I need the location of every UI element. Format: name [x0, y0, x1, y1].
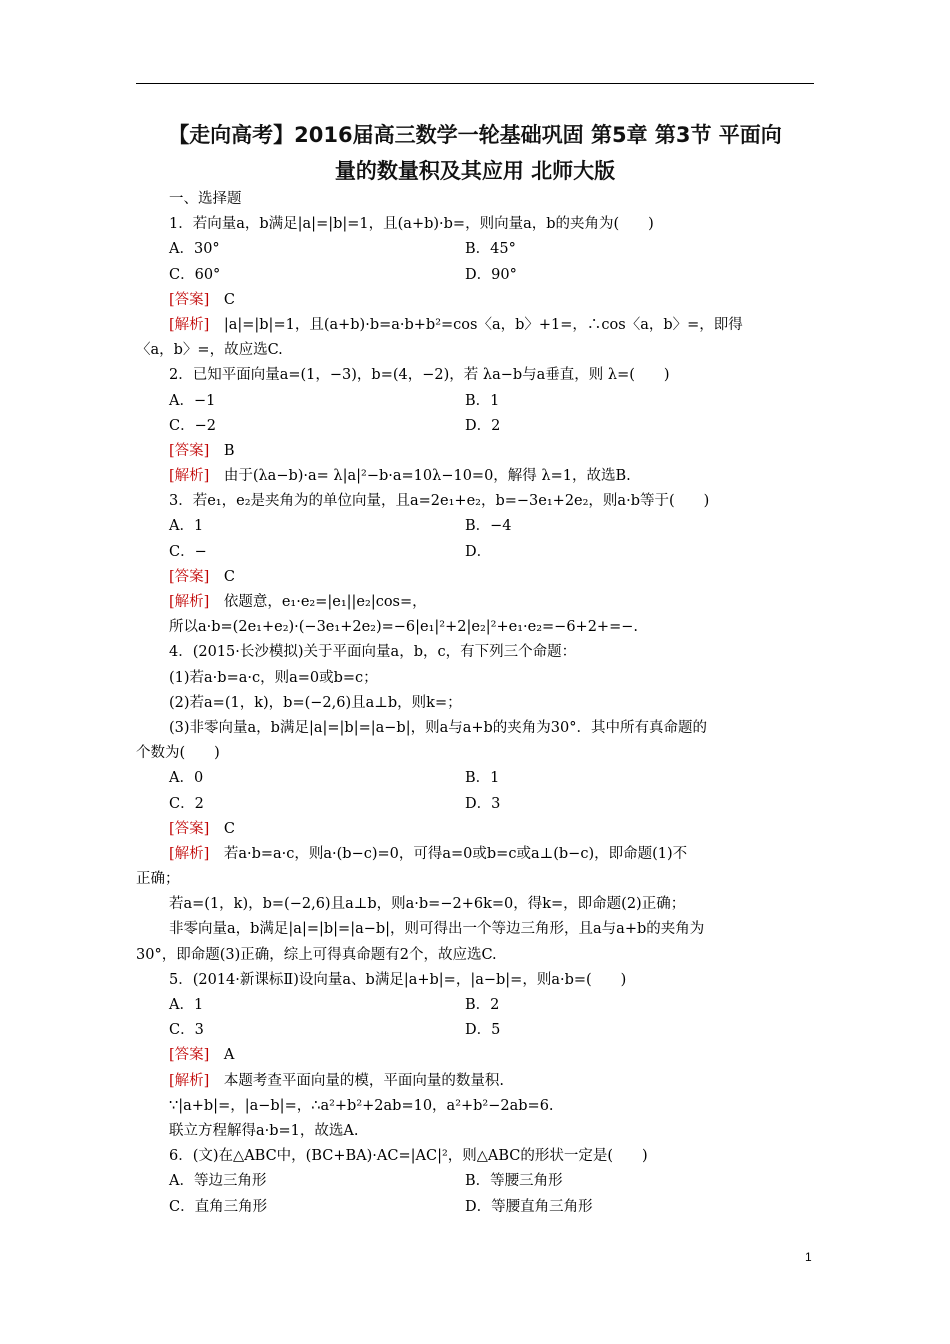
option-c: C．− [169, 543, 207, 560]
question-1-analysis [136, 313, 814, 338]
answer-tag: [答案] [169, 568, 210, 585]
option-c: C．−2 [169, 417, 216, 434]
analysis-text: 若a·b=a·c，则a·(b−c)=0，可得a=0或b=c或a⊥(b−c)，即命题(1)不 [223, 845, 688, 862]
question-4-analysis [136, 842, 814, 867]
option-b: B．2 [465, 997, 500, 1013]
question-4-analysis-cont-1: 正确； [136, 871, 180, 888]
question-5-options-row1 [136, 993, 814, 1018]
question-2-answer [136, 439, 814, 464]
section-heading: 一、选择题 [169, 191, 242, 207]
option-a: A．1 [169, 997, 204, 1013]
question-6-options-row1 [136, 1169, 814, 1194]
analysis-text: 由于(λa−b)·a= λ|a|²−b·a=10λ−10=0，解得 λ=1，故选B. [223, 468, 631, 485]
question-4-options-row1 [136, 766, 814, 791]
question-3-options-row2 [136, 540, 814, 565]
option-c: C．直角三角形 [169, 1198, 268, 1215]
option-b: B．1 [465, 392, 500, 409]
question-2-stem: 2．已知平面向量a=(1，−3)，b=(4，−2)，若 λa−b与a垂直，则 λ=( ) [169, 367, 670, 384]
answer-value: B [223, 442, 235, 459]
analysis-text: |a|=|b|=1，且(a+b)·b=a·b+b²=cos〈a，b〉+1=，∴cos〈a，b〉=，即得 [223, 316, 743, 333]
question-3-stem: 3．若e₁，e₂是夹角为的单位向量，且a=2e₁+e₂，b=−3e₁+2e₂，则a·b等于( ) [169, 493, 710, 510]
document-title [136, 117, 814, 189]
option-d: D． [465, 543, 492, 560]
question-1-stem: 1．若向量a，b满足|a|=|b|=1，且(a+b)·b=，则向量a，b的夹角为( ) [169, 216, 654, 233]
question-4-answer [136, 817, 814, 842]
option-d: D．90° [465, 266, 517, 283]
analysis-tag: [解析] [169, 1072, 210, 1089]
question-3-options-row1 [136, 514, 814, 539]
question-1-answer [136, 288, 814, 313]
answer-value: A [223, 1047, 235, 1064]
answer-tag: [答案] [169, 291, 210, 308]
option-a: A．等边三角形 [169, 1173, 267, 1190]
answer-value: C [223, 291, 235, 308]
question-3-analysis [136, 590, 814, 615]
question-4-proposition-2: (2)若a=(1，k)，b=(−2,6)且a⊥b，则k=； [169, 694, 462, 711]
question-2-options-row1 [136, 389, 814, 414]
question-4-proposition-3-cont: 个数为( ) [136, 745, 220, 762]
option-d: D．2 [465, 417, 501, 434]
question-1-analysis-cont: 〈a，b〉=，故应选C. [136, 342, 283, 359]
question-2-options-row2 [136, 414, 814, 439]
question-5-analysis-cont-1: ∵|a+b|=，|a−b|=，∴a²+b²+2ab=10，a²+b²−2ab=6. [169, 1097, 554, 1114]
answer-value: C [223, 568, 235, 585]
option-c: C．60° [169, 266, 221, 283]
analysis-tag: [解析] [169, 316, 210, 333]
question-4-stem: 4．(2015·长沙模拟)关于平面向量a，b，c，有下列三个命题： [169, 644, 577, 661]
document-body [136, 187, 814, 1220]
option-a: A．0 [169, 770, 204, 787]
answer-tag: [答案] [169, 820, 210, 837]
question-1-options-row1 [136, 237, 814, 262]
answer-value: C [223, 820, 235, 837]
option-d: D．5 [465, 1022, 501, 1039]
question-5-answer [136, 1043, 814, 1068]
option-a: A．−1 [169, 392, 216, 409]
question-4-analysis-cont-4: 30°，即命题(3)正确，综上可得真命题有2个，故应选C. [136, 946, 497, 963]
analysis-tag: [解析] [169, 594, 210, 610]
question-5-options-row2 [136, 1018, 814, 1043]
option-a: A．1 [169, 518, 204, 535]
answer-tag: [答案] [169, 1047, 210, 1064]
title-line-2: 量的数量积及其应用 北师大版 [334, 159, 616, 183]
question-4-analysis-cont-2: 若a=(1，k)，b=(−2,6)且a⊥b，则a·b=−2+6k=0，得k=，即命题(2)正确； [169, 896, 686, 913]
analysis-text: 本题考查平面向量的模，平面向量的数量积. [223, 1072, 504, 1089]
title-line-1: 【走向高考】2016届高三数学一轮基础巩固 第5章 第3节 平面向 [168, 123, 782, 147]
option-c: C．3 [169, 1022, 204, 1039]
analysis-tag: [解析] [169, 845, 210, 862]
page-number: 1 [805, 1250, 812, 1264]
option-c: C．2 [169, 795, 204, 812]
option-b: B．1 [465, 770, 500, 787]
question-5-analysis [136, 1069, 814, 1094]
answer-tag: [答案] [169, 442, 210, 459]
option-d: D．3 [465, 795, 501, 812]
question-6-stem: 6．(文)在△ABC中，(BC+BA)·AC=|AC|²，则△ABC的形状一定是( ) [169, 1148, 648, 1165]
analysis-text: 依题意，e₁·e₂=|e₁||e₂|cos=， [223, 594, 427, 610]
question-5-analysis-cont-2: 联立方程解得a·b=1，故选A. [169, 1122, 359, 1139]
option-b: B．45° [465, 241, 516, 258]
question-4-proposition-1: (1)若a·b=a·c，则a=0或b=c； [169, 669, 378, 686]
question-1-options-row2 [136, 263, 814, 288]
question-6-options-row2 [136, 1195, 814, 1220]
question-4-options-row2 [136, 792, 814, 817]
question-5-stem: 5．(2014·新课标Ⅱ)设向量a、b满足|a+b|=，|a−b|=，则a·b=( ) [169, 971, 627, 988]
option-b: B．等腰三角形 [465, 1173, 563, 1190]
analysis-tag: [解析] [169, 468, 210, 485]
question-3-analysis-cont: 所以a·b=(2e₁+e₂)·(−3e₁+2e₂)=−6|e₁|²+2|e₂|²+e₁·e₂=−6+2+=−. [169, 619, 638, 636]
option-a: A．30° [169, 241, 220, 258]
question-4-proposition-3: (3)非零向量a，b满足|a|=|b|=|a−b|，则a与a+b的夹角为30°．其中所有真命题的 [169, 719, 707, 736]
question-4-analysis-cont-3: 非零向量a，b满足|a|=|b|=|a−b|，则可得出一个等边三角形，且a与a+b的夹角为 [169, 921, 705, 938]
option-b: B．−4 [465, 518, 512, 535]
question-2-analysis [136, 464, 814, 489]
option-d: D．等腰直角三角形 [465, 1198, 593, 1215]
question-3-answer [136, 565, 814, 590]
header-rule [136, 83, 814, 84]
